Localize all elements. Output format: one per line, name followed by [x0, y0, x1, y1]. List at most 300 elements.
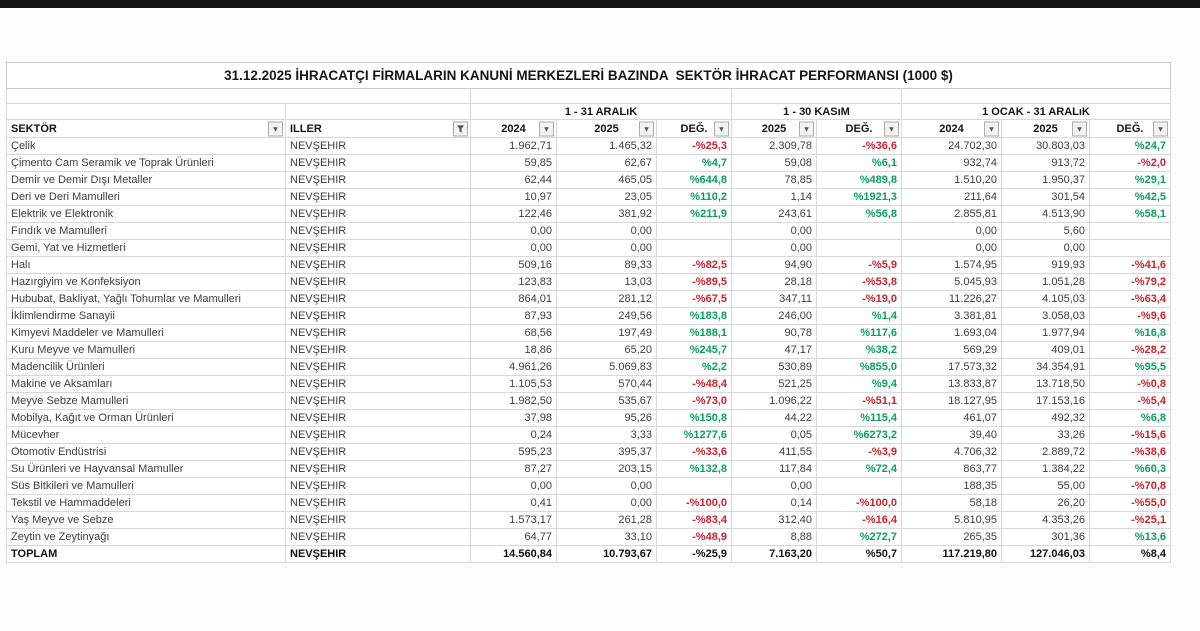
cell-d25[interactable]: 0,00 [557, 240, 657, 257]
cell-y25[interactable]: 4.353,26 [1002, 512, 1090, 529]
cell-n25[interactable]: 2.309,78 [732, 138, 817, 155]
cell-dchg[interactable] [657, 240, 732, 257]
cell-y24[interactable]: 0,00 [902, 240, 1002, 257]
cell-ychg[interactable]: %6,8 [1090, 410, 1171, 427]
header-nov-change[interactable] [817, 120, 902, 138]
cell-ychg[interactable]: %60,3 [1090, 461, 1171, 478]
cell-n25[interactable]: 47,17 [732, 342, 817, 359]
header-dec-2025[interactable] [557, 120, 657, 138]
cell-nchg[interactable]: %6273,2 [817, 427, 902, 444]
header-iller-label: ILLER [290, 122, 322, 135]
cell-dchg[interactable]: -%25,3 [657, 138, 732, 155]
header-ytd-change-label: DEĞ. [1116, 122, 1144, 135]
cell-d24[interactable]: 509,16 [471, 257, 557, 274]
cell-city[interactable]: NEVŞEHIR [286, 223, 471, 240]
cell-city[interactable]: NEVŞEHIR [286, 189, 471, 206]
cell-y24[interactable]: 5.810,95 [902, 512, 1002, 529]
cell-nchg[interactable]: %1,4 [817, 308, 902, 325]
table-row [7, 172, 1171, 189]
cell-d24[interactable]: 1.982,50 [471, 393, 557, 410]
cell-nchg[interactable]: %56,8 [817, 206, 902, 223]
cell-ychg[interactable]: -%70,8 [1090, 478, 1171, 495]
cell-d24[interactable]: 62,44 [471, 172, 557, 189]
dropdown-icon[interactable]: ▾ [1153, 121, 1168, 136]
cell-city[interactable]: NEVŞEHIR [286, 393, 471, 410]
cell-city[interactable]: NEVŞEHIR [286, 495, 471, 512]
cell-d25[interactable]: 535,67 [557, 393, 657, 410]
table-row [7, 308, 1171, 325]
cell-n25[interactable]: 0,00 [732, 223, 817, 240]
cell-d25[interactable]: 95,26 [557, 410, 657, 427]
cell-d25[interactable]: 203,15 [557, 461, 657, 478]
cell-d25[interactable]: 5.069,83 [557, 359, 657, 376]
cell-sector[interactable]: TOPLAM [7, 546, 286, 563]
cell-sector[interactable]: Gemi, Yat ve Hizmetleri [7, 240, 286, 257]
cell-y25[interactable]: 13.718,50 [1002, 376, 1090, 393]
cell-n25[interactable]: 78,85 [732, 172, 817, 189]
cell-d24[interactable]: 4.961,26 [471, 359, 557, 376]
cell-d25[interactable]: 65,20 [557, 342, 657, 359]
cell-nchg[interactable]: %9,4 [817, 376, 902, 393]
cell-ychg[interactable]: -%79,2 [1090, 274, 1171, 291]
cell-y24[interactable]: 2.855,81 [902, 206, 1002, 223]
cell-d25[interactable]: 249,56 [557, 308, 657, 325]
group-empty-cell [286, 104, 471, 120]
cell-d24[interactable]: 37,98 [471, 410, 557, 427]
dropdown-icon[interactable]: ▾ [984, 121, 999, 136]
cell-dchg[interactable]: %245,7 [657, 342, 732, 359]
cell-city[interactable]: NEVŞEHIR [286, 155, 471, 172]
cell-d24[interactable]: 0,24 [471, 427, 557, 444]
cell-y24[interactable]: 932,74 [902, 155, 1002, 172]
table-row [7, 376, 1171, 393]
cell-d25[interactable]: 261,28 [557, 512, 657, 529]
title-row [7, 63, 1171, 89]
header-sektor-label: SEKTÖR [11, 122, 57, 135]
cell-n25[interactable]: 94,90 [732, 257, 817, 274]
cell-d25[interactable]: 197,49 [557, 325, 657, 342]
group-empty-cell [7, 104, 286, 120]
cell-y25[interactable]: 1.051,28 [1002, 274, 1090, 291]
cell-y25[interactable]: 4.105,03 [1002, 291, 1090, 308]
cell-d25[interactable]: 570,44 [557, 376, 657, 393]
cell-y25[interactable]: 3.058,03 [1002, 308, 1090, 325]
dropdown-icon[interactable]: ▾ [268, 121, 283, 136]
cell-nchg[interactable] [817, 240, 902, 257]
cell-city[interactable]: NEVŞEHIR [286, 291, 471, 308]
cell-sector[interactable]: Makine ve Aksamları [7, 376, 286, 393]
cell-d24[interactable]: 123,83 [471, 274, 557, 291]
cell-sector[interactable]: Kuru Meyve ve Mamulleri [7, 342, 286, 359]
header-ytd-2025[interactable] [1002, 120, 1090, 138]
cell-sector[interactable]: Meyve Sebze Mamulleri [7, 393, 286, 410]
cell-n25[interactable]: 0,05 [732, 427, 817, 444]
cell-d25[interactable]: 23,05 [557, 189, 657, 206]
cell-nchg[interactable]: %6,1 [817, 155, 902, 172]
cell-n25[interactable]: 521,25 [732, 376, 817, 393]
cell-sector[interactable]: Otomotiv Endüstrisi [7, 444, 286, 461]
cell-ychg[interactable]: -%55,0 [1090, 495, 1171, 512]
cell-nchg[interactable]: %50,7 [817, 546, 902, 563]
spacer-cell [902, 89, 1171, 104]
cell-y24[interactable]: 1.510,20 [902, 172, 1002, 189]
cell-n25[interactable]: 347,11 [732, 291, 817, 308]
cell-nchg[interactable]: %117,6 [817, 325, 902, 342]
cell-d24[interactable]: 1.105,53 [471, 376, 557, 393]
funnel-icon [456, 124, 465, 133]
cell-ychg[interactable]: %13,6 [1090, 529, 1171, 546]
cell-nchg[interactable]: -%16,4 [817, 512, 902, 529]
cell-dchg[interactable]: %4,7 [657, 155, 732, 172]
header-ytd-2025-label: 2025 [1033, 122, 1058, 135]
header-dec-2024[interactable] [471, 120, 557, 138]
cell-dchg[interactable]: -%25,9 [657, 546, 732, 563]
cell-sector[interactable]: Mücevher [7, 427, 286, 444]
page-title: 31.12.2025 İHRACATÇI FİRMALARIN KANUNİ MERKEZLERİ BAZINDA SEKTÖR İHRACAT PERFORMANSI (1000 $) [7, 63, 1171, 89]
group-december: 1 - 31 ARALıK [471, 104, 732, 120]
window-top-bar [0, 0, 1200, 8]
cell-dchg[interactable] [657, 223, 732, 240]
cell-d25[interactable]: 13,03 [557, 274, 657, 291]
cell-ychg[interactable]: -%38,6 [1090, 444, 1171, 461]
cell-nchg[interactable]: -%53,8 [817, 274, 902, 291]
cell-d24[interactable]: 595,23 [471, 444, 557, 461]
cell-sector[interactable]: Su Ürünleri ve Hayvansal Mamuller [7, 461, 286, 478]
cell-city[interactable]: NEVŞEHIR [286, 325, 471, 342]
cell-y25[interactable]: 301,36 [1002, 529, 1090, 546]
cell-nchg[interactable] [817, 478, 902, 495]
cell-dchg[interactable] [657, 478, 732, 495]
cell-sector[interactable]: Deri ve Deri Mamulleri [7, 189, 286, 206]
cell-city[interactable]: NEVŞEHIR [286, 274, 471, 291]
cell-sector[interactable]: Yaş Meyve ve Sebze [7, 512, 286, 529]
cell-d24[interactable]: 64,77 [471, 529, 557, 546]
cell-d24[interactable]: 68,56 [471, 325, 557, 342]
cell-dchg[interactable]: %110,2 [657, 189, 732, 206]
cell-nchg[interactable]: %115,4 [817, 410, 902, 427]
cell-dchg[interactable]: %150,8 [657, 410, 732, 427]
cell-y25[interactable]: 55,00 [1002, 478, 1090, 495]
cell-y25[interactable]: 33,26 [1002, 427, 1090, 444]
cell-sector[interactable]: Hububat, Bakliyat, Yağlı Tohumlar ve Mamulleri [7, 291, 286, 308]
cell-n25[interactable]: 59,08 [732, 155, 817, 172]
cell-y25[interactable]: 0,00 [1002, 240, 1090, 257]
cell-y25[interactable]: 919,93 [1002, 257, 1090, 274]
cell-n25[interactable]: 90,78 [732, 325, 817, 342]
cell-city[interactable]: NEVŞEHIR [286, 546, 471, 563]
cell-sector[interactable]: Madencilik Ürünleri [7, 359, 286, 376]
table-row [7, 410, 1171, 427]
cell-nchg[interactable]: -%100,0 [817, 495, 902, 512]
cell-ychg[interactable]: -%41,6 [1090, 257, 1171, 274]
cell-ychg[interactable]: %42,5 [1090, 189, 1171, 206]
cell-sector[interactable]: Fındık ve Mamulleri [7, 223, 286, 240]
table-row [7, 291, 1171, 308]
cell-d25[interactable]: 0,00 [557, 223, 657, 240]
filter-funnel-icon[interactable] [453, 121, 468, 136]
cell-d24[interactable]: 864,01 [471, 291, 557, 308]
cell-city[interactable]: NEVŞEHIR [286, 342, 471, 359]
cell-dchg[interactable]: -%100,0 [657, 495, 732, 512]
cell-d25[interactable]: 10.793,67 [557, 546, 657, 563]
spacer-cell [471, 89, 732, 104]
header-ytd-2024[interactable] [902, 120, 1002, 138]
cell-sector[interactable]: Elektrik ve Elektronik [7, 206, 286, 223]
cell-ychg[interactable]: -%28,2 [1090, 342, 1171, 359]
cell-n25[interactable]: 1,14 [732, 189, 817, 206]
cell-ychg[interactable]: %8,4 [1090, 546, 1171, 563]
cell-nchg[interactable]: -%5,9 [817, 257, 902, 274]
cell-n25[interactable]: 7.163,20 [732, 546, 817, 563]
cell-city[interactable]: NEVŞEHIR [286, 138, 471, 155]
cell-n25[interactable]: 0,00 [732, 240, 817, 257]
cell-n25[interactable]: 411,55 [732, 444, 817, 461]
table-row [7, 155, 1171, 172]
cell-nchg[interactable]: -%19,0 [817, 291, 902, 308]
cell-ychg[interactable]: %16,8 [1090, 325, 1171, 342]
cell-nchg[interactable]: %489,8 [817, 172, 902, 189]
cell-city[interactable]: NEVŞEHIR [286, 427, 471, 444]
cell-dchg[interactable]: -%48,4 [657, 376, 732, 393]
cell-city[interactable]: NEVŞEHIR [286, 172, 471, 189]
cell-y25[interactable]: 30.803,03 [1002, 138, 1090, 155]
cell-ychg[interactable]: -%9,6 [1090, 308, 1171, 325]
cell-y25[interactable]: 4.513,90 [1002, 206, 1090, 223]
cell-n25[interactable]: 0,00 [732, 478, 817, 495]
total-row [7, 546, 1171, 563]
cell-y24[interactable]: 24.702,30 [902, 138, 1002, 155]
cell-ychg[interactable]: -%25,1 [1090, 512, 1171, 529]
cell-n25[interactable]: 530,89 [732, 359, 817, 376]
cell-d25[interactable]: 62,67 [557, 155, 657, 172]
cell-d25[interactable]: 0,00 [557, 478, 657, 495]
cell-d24[interactable]: 87,27 [471, 461, 557, 478]
cell-d24[interactable]: 0,00 [471, 240, 557, 257]
table-row [7, 240, 1171, 257]
cell-sector[interactable]: Kimyevi Maddeler ve Mamulleri [7, 325, 286, 342]
cell-city[interactable]: NEVŞEHIR [286, 376, 471, 393]
cell-ychg[interactable]: -%63,4 [1090, 291, 1171, 308]
cell-d24[interactable]: 59,85 [471, 155, 557, 172]
cell-n25[interactable]: 28,18 [732, 274, 817, 291]
cell-n25[interactable]: 0,14 [732, 495, 817, 512]
cell-nchg[interactable] [817, 223, 902, 240]
cell-d25[interactable]: 395,37 [557, 444, 657, 461]
cell-dchg[interactable]: %211,9 [657, 206, 732, 223]
cell-y25[interactable]: 1.384,22 [1002, 461, 1090, 478]
cell-nchg[interactable]: %72,4 [817, 461, 902, 478]
cell-y24[interactable]: 863,77 [902, 461, 1002, 478]
header-nov-2025[interactable] [732, 120, 817, 138]
cell-n25[interactable]: 246,00 [732, 308, 817, 325]
cell-dchg[interactable]: %132,8 [657, 461, 732, 478]
cell-nchg[interactable]: %1921,3 [817, 189, 902, 206]
cell-city[interactable]: NEVŞEHIR [286, 461, 471, 478]
table-row [7, 189, 1171, 206]
cell-ychg[interactable]: -%15,6 [1090, 427, 1171, 444]
cell-sector[interactable]: Tekstil ve Hammaddeleri [7, 495, 286, 512]
cell-d25[interactable]: 3,33 [557, 427, 657, 444]
cell-ychg[interactable] [1090, 223, 1171, 240]
table-row [7, 427, 1171, 444]
cell-y24[interactable]: 211,64 [902, 189, 1002, 206]
cell-city[interactable]: NEVŞEHIR [286, 444, 471, 461]
cell-sector[interactable]: Çimento Cam Seramik ve Toprak Ürünleri [7, 155, 286, 172]
cell-y25[interactable]: 492,32 [1002, 410, 1090, 427]
cell-ychg[interactable]: -%0,8 [1090, 376, 1171, 393]
header-nov-2025-label: 2025 [761, 122, 787, 135]
cell-d24[interactable]: 87,93 [471, 308, 557, 325]
cell-city[interactable]: NEVŞEHIR [286, 410, 471, 427]
cell-n25[interactable]: 312,40 [732, 512, 817, 529]
table-row [7, 138, 1171, 155]
cell-ychg[interactable]: %24,7 [1090, 138, 1171, 155]
cell-nchg[interactable]: %38,2 [817, 342, 902, 359]
cell-sector[interactable]: Demir ve Demir Dışı Metaller [7, 172, 286, 189]
cell-y24[interactable]: 265,35 [902, 529, 1002, 546]
cell-dchg[interactable]: -%82,5 [657, 257, 732, 274]
cell-ychg[interactable]: %29,1 [1090, 172, 1171, 189]
cell-y24[interactable]: 58,18 [902, 495, 1002, 512]
cell-dchg[interactable]: %2,2 [657, 359, 732, 376]
cell-ychg[interactable]: -%2,0 [1090, 155, 1171, 172]
cell-y25[interactable]: 5,60 [1002, 223, 1090, 240]
cell-y25[interactable]: 301,54 [1002, 189, 1090, 206]
cell-city[interactable]: NEVŞEHIR [286, 206, 471, 223]
cell-y24[interactable]: 188,35 [902, 478, 1002, 495]
cell-d24[interactable]: 14.560,84 [471, 546, 557, 563]
cell-d24[interactable]: 1.573,17 [471, 512, 557, 529]
cell-y24[interactable]: 17.573,32 [902, 359, 1002, 376]
cell-sector[interactable]: Çelik [7, 138, 286, 155]
cell-dchg[interactable]: -%73,0 [657, 393, 732, 410]
cell-nchg[interactable]: %855,0 [817, 359, 902, 376]
table-row [7, 359, 1171, 376]
cell-dchg[interactable]: %1277,6 [657, 427, 732, 444]
dropdown-icon[interactable]: ▾ [639, 121, 654, 136]
cell-ychg[interactable]: -%5,4 [1090, 393, 1171, 410]
header-dec-change-label: DEĞ. [680, 122, 708, 135]
cell-ychg[interactable]: %58,1 [1090, 206, 1171, 223]
cell-dchg[interactable]: -%33,6 [657, 444, 732, 461]
cell-y24[interactable]: 3.381,81 [902, 308, 1002, 325]
cell-city[interactable]: NEVŞEHIR [286, 478, 471, 495]
header-ytd-change[interactable] [1090, 120, 1171, 138]
cell-y24[interactable]: 569,29 [902, 342, 1002, 359]
cell-n25[interactable]: 1.096,22 [732, 393, 817, 410]
cell-d25[interactable]: 0,00 [557, 495, 657, 512]
dropdown-icon[interactable]: ▾ [714, 121, 729, 136]
cell-nchg[interactable]: %272,7 [817, 529, 902, 546]
cell-y24[interactable]: 461,07 [902, 410, 1002, 427]
cell-y25[interactable]: 1.977,94 [1002, 325, 1090, 342]
cell-y25[interactable]: 409,01 [1002, 342, 1090, 359]
cell-y24[interactable]: 5.045,93 [902, 274, 1002, 291]
cell-d24[interactable]: 10,97 [471, 189, 557, 206]
cell-nchg[interactable]: -%51,1 [817, 393, 902, 410]
cell-nchg[interactable]: -%36,6 [817, 138, 902, 155]
cell-y24[interactable]: 39,40 [902, 427, 1002, 444]
cell-y24[interactable]: 11.226,27 [902, 291, 1002, 308]
cell-n25[interactable]: 44,22 [732, 410, 817, 427]
table-row [7, 206, 1171, 223]
cell-sector[interactable]: Hazırgiyim ve Konfeksiyon [7, 274, 286, 291]
cell-y25[interactable]: 26,20 [1002, 495, 1090, 512]
cell-sector[interactable]: Halı [7, 257, 286, 274]
cell-dchg[interactable]: %183,8 [657, 308, 732, 325]
cell-n25[interactable]: 117,84 [732, 461, 817, 478]
cell-d24[interactable]: 122,46 [471, 206, 557, 223]
cell-y24[interactable]: 13.833,87 [902, 376, 1002, 393]
cell-dchg[interactable]: -%67,5 [657, 291, 732, 308]
cell-ychg[interactable]: %95,5 [1090, 359, 1171, 376]
cell-y25[interactable]: 1.950,37 [1002, 172, 1090, 189]
cell-d24[interactable]: 0,41 [471, 495, 557, 512]
cell-city[interactable]: NEVŞEHIR [286, 240, 471, 257]
cell-y24[interactable]: 1.574,95 [902, 257, 1002, 274]
cell-n25[interactable]: 243,61 [732, 206, 817, 223]
cell-d24[interactable]: 0,00 [471, 223, 557, 240]
cell-dchg[interactable]: %644,8 [657, 172, 732, 189]
header-iller[interactable] [286, 120, 471, 138]
cell-sector[interactable]: Mobilya, Kağıt ve Orman Ürünleri [7, 410, 286, 427]
cell-city[interactable]: NEVŞEHIR [286, 512, 471, 529]
dropdown-icon[interactable]: ▾ [884, 121, 899, 136]
cell-y24[interactable]: 0,00 [902, 223, 1002, 240]
cell-y24[interactable]: 1.693,04 [902, 325, 1002, 342]
dropdown-icon[interactable]: ▾ [539, 121, 554, 136]
cell-dchg[interactable]: -%83,4 [657, 512, 732, 529]
cell-d25[interactable]: 381,92 [557, 206, 657, 223]
header-sektor[interactable] [7, 120, 286, 138]
cell-y25[interactable]: 913,72 [1002, 155, 1090, 172]
cell-y24[interactable]: 4.706,32 [902, 444, 1002, 461]
cell-y24[interactable]: 18.127,95 [902, 393, 1002, 410]
cell-d25[interactable]: 33,10 [557, 529, 657, 546]
cell-city[interactable]: NEVŞEHIR [286, 529, 471, 546]
cell-n25[interactable]: 8,88 [732, 529, 817, 546]
cell-dchg[interactable]: -%89,5 [657, 274, 732, 291]
cell-y25[interactable]: 127.046,03 [1002, 546, 1090, 563]
cell-city[interactable]: NEVŞEHIR [286, 257, 471, 274]
table-row [7, 512, 1171, 529]
cell-dchg[interactable]: -%48,9 [657, 529, 732, 546]
cell-dchg[interactable]: %188,1 [657, 325, 732, 342]
dropdown-icon[interactable]: ▾ [799, 121, 814, 136]
cell-d25[interactable]: 1.465,32 [557, 138, 657, 155]
cell-city[interactable]: NEVŞEHIR [286, 359, 471, 376]
cell-d25[interactable]: 89,33 [557, 257, 657, 274]
cell-sector[interactable]: Süs Bitkileri ve Mamulleri [7, 478, 286, 495]
cell-ychg[interactable] [1090, 240, 1171, 257]
cell-sector[interactable]: İklimlendirme Sanayii [7, 308, 286, 325]
cell-y24[interactable]: 117.219,80 [902, 546, 1002, 563]
cell-y25[interactable]: 2.889,72 [1002, 444, 1090, 461]
cell-sector[interactable]: Zeytin ve Zeytinyağı [7, 529, 286, 546]
spacer-cell [732, 89, 902, 104]
dropdown-icon[interactable]: ▾ [1072, 121, 1087, 136]
cell-d24[interactable]: 0,00 [471, 478, 557, 495]
cell-city[interactable]: NEVŞEHIR [286, 308, 471, 325]
cell-d24[interactable]: 18,86 [471, 342, 557, 359]
cell-d25[interactable]: 281,12 [557, 291, 657, 308]
header-dec-change[interactable] [657, 120, 732, 138]
cell-d24[interactable]: 1.962,71 [471, 138, 557, 155]
cell-y25[interactable]: 34.354,91 [1002, 359, 1090, 376]
cell-d25[interactable]: 465,05 [557, 172, 657, 189]
cell-y25[interactable]: 17.153,16 [1002, 393, 1090, 410]
cell-nchg[interactable]: -%3,9 [817, 444, 902, 461]
